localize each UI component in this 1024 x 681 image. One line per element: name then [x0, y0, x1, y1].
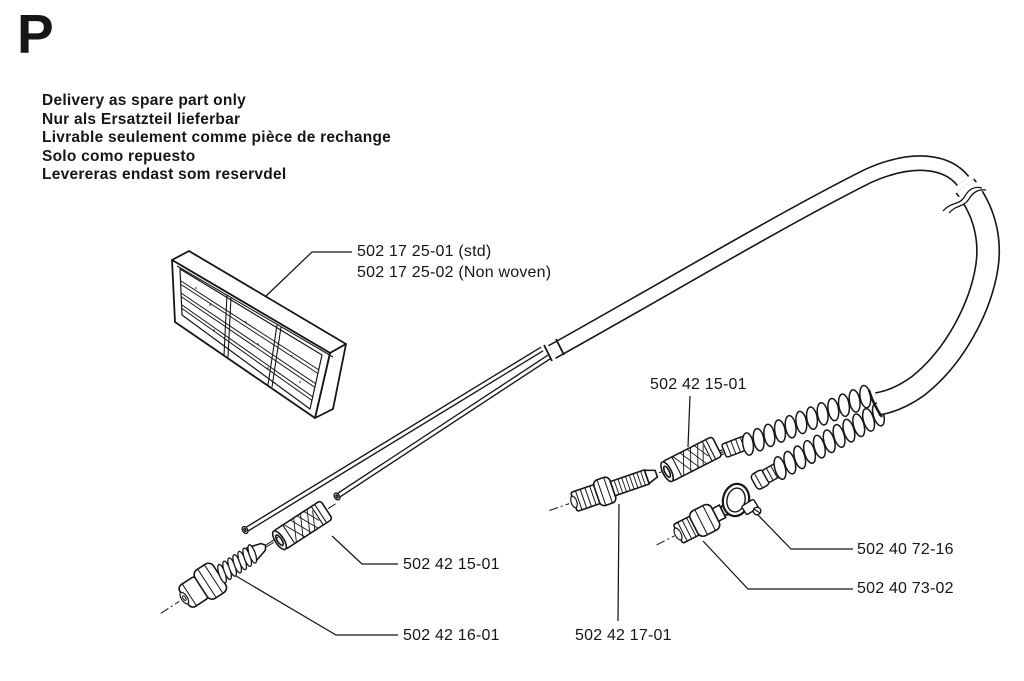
throttle-cable-sheath — [544, 163, 988, 417]
label-air-filter-std: 502 17 25-01 (std) — [357, 243, 492, 260]
label-air-filter-nonwoven: 502 17 25-02 (Non woven) — [357, 263, 552, 281]
note-line-de: Nur als Ersatzteil lieferbar — [42, 110, 241, 128]
label-cable-adjuster: 502 42 17-01 — [575, 627, 672, 644]
spiral-hoses — [707, 383, 891, 491]
hose-clamp — [720, 481, 761, 518]
spare-part-notes — [42, 92, 391, 185]
cable-adjuster-screw — [545, 455, 677, 523]
air-filter-illustration — [172, 251, 346, 418]
note-line-es: Solo como repuesto — [42, 147, 196, 165]
cable-coupler-upper — [658, 436, 722, 483]
note-line-sv: Levereras endast som reservdel — [42, 166, 287, 184]
label-air-filter — [357, 242, 551, 283]
cable-coupler-lower — [270, 494, 343, 552]
note-line-fr: Livrable seulement comme pièce de rechange — [42, 129, 392, 147]
label-hose-clamp: 502 40 72-16 — [857, 541, 954, 558]
label-adjuster-screw: 502 42 16-01 — [403, 627, 500, 644]
section-letter: P — [17, 3, 55, 65]
label-coupler-upper: 502 42 15-01 — [650, 376, 747, 393]
label-coupler-lower: 502 42 15-01 — [403, 556, 500, 573]
adjuster-screw-with-spring — [152, 522, 290, 628]
note-line-en: Delivery as spare part only — [42, 92, 247, 109]
label-nipple: 502 40 73-02 — [857, 580, 954, 597]
